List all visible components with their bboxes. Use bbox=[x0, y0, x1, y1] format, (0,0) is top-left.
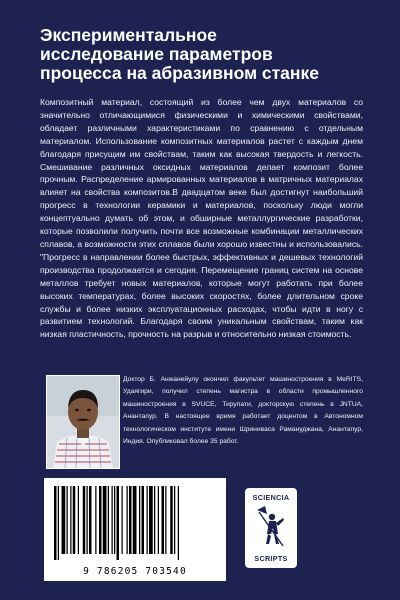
title-line-3: процесса на абразивном станке bbox=[40, 63, 319, 83]
barcode-bar bbox=[58, 486, 59, 560]
barcode-bar bbox=[170, 486, 173, 554]
publisher-name-top: SCIENCIA bbox=[252, 493, 290, 502]
barcode-bar bbox=[178, 486, 179, 560]
barcode-bar bbox=[165, 486, 166, 554]
title-line-1: Экспериментальное bbox=[40, 25, 217, 45]
title-line-2: исследование параметров bbox=[40, 44, 273, 64]
barcode-bar bbox=[147, 486, 148, 554]
barcode-bar bbox=[99, 486, 102, 554]
barcode-bar bbox=[139, 486, 140, 554]
barcode-bar bbox=[112, 486, 113, 554]
publisher-logo bbox=[245, 488, 297, 568]
isbn-barcode bbox=[44, 478, 226, 581]
barcode-bar bbox=[114, 486, 115, 554]
barcode-bar bbox=[158, 486, 159, 554]
barcode-bar bbox=[62, 486, 66, 554]
barcode-bar bbox=[54, 486, 57, 560]
publisher-name-bottom: SCRIPTS bbox=[254, 554, 288, 563]
barcode-bar bbox=[149, 486, 153, 554]
book-description: Композитный материал, состоящий из более чем двух материалов со значительно отличающимися физическими и химическими свойствами, обладает различными характеристиками по сравнению с отдельным материалом. Использование композитных материалов растет с каждым днем благодаря присущим им свойствам, таким как высокая твердость и легкость. Смешивание различных оксидных материалов делает композит более прочным. Распределение армированных материалов в матричных материалах влияет на свойства композитов.В двадцатом веке был достигнут наибольший прогресс в технологии керамики и материалов, поскольку люди могли концептуально думать об этом, и обширные металлургические разработки, которые позволили получить почти все возможные комбинации металлических сплавов, а возможности этих сплавов были хорошо известны и использовались. "Прогресс в направлении более быстрых, эффективных и дешевых технологий производства продолжается и сегодня. Перемещение границ систем на основе металлов требует новых материалов, которые могут работать при более высоких температурах, более высоких скоростях, более длительном сроке службы и более низких эксплуатационных расходах, чтобы идти в ногу с развитием технологий. Благодаря своим уникальным свойствам, таким как низкая пластичность, прочность на разрыв и относительно низкая стоимость. bbox=[40, 97, 363, 340]
book-title bbox=[40, 26, 370, 83]
barcode-bar bbox=[89, 486, 92, 554]
barcode-bar bbox=[108, 486, 109, 554]
barcode-bar bbox=[70, 486, 71, 554]
barcode-bar bbox=[87, 486, 88, 554]
barcode-bar bbox=[174, 486, 175, 554]
barcode-bar bbox=[129, 486, 132, 554]
barcode-bar bbox=[133, 486, 137, 554]
barcode-bar bbox=[67, 486, 68, 554]
barcode-bars bbox=[44, 478, 226, 566]
barcode-bar bbox=[154, 486, 155, 554]
barcode-bar bbox=[73, 486, 76, 554]
barcode-bar bbox=[117, 486, 120, 560]
author-portrait-image bbox=[47, 376, 119, 468]
barcode-bar bbox=[78, 486, 79, 554]
author-bio: Доктор Б. Анжанейулу окончил факультет машиностроения в MeRITS, Удаягири, получил степень магистра в области промышленного машиностроения в SVUCE, Тирупати, докторскую степень в JNTUA, Анантапур. В настоящее время работает доцентом в Автономном технологическом институте имени Шриниваса Рамануджана, Анантапур, Индия. Опубликовал более 35 работ. bbox=[123, 376, 363, 446]
barcode-bar bbox=[127, 486, 128, 554]
isbn-number: 9 786205 703540 bbox=[83, 566, 187, 577]
barcode-bar bbox=[95, 486, 96, 554]
barcode-bar bbox=[83, 486, 86, 554]
barcode-bar bbox=[103, 486, 107, 554]
author-photo bbox=[46, 375, 120, 469]
barcode-bar bbox=[142, 486, 145, 554]
barcode-bar bbox=[122, 486, 123, 554]
barcode-bar bbox=[162, 486, 165, 554]
